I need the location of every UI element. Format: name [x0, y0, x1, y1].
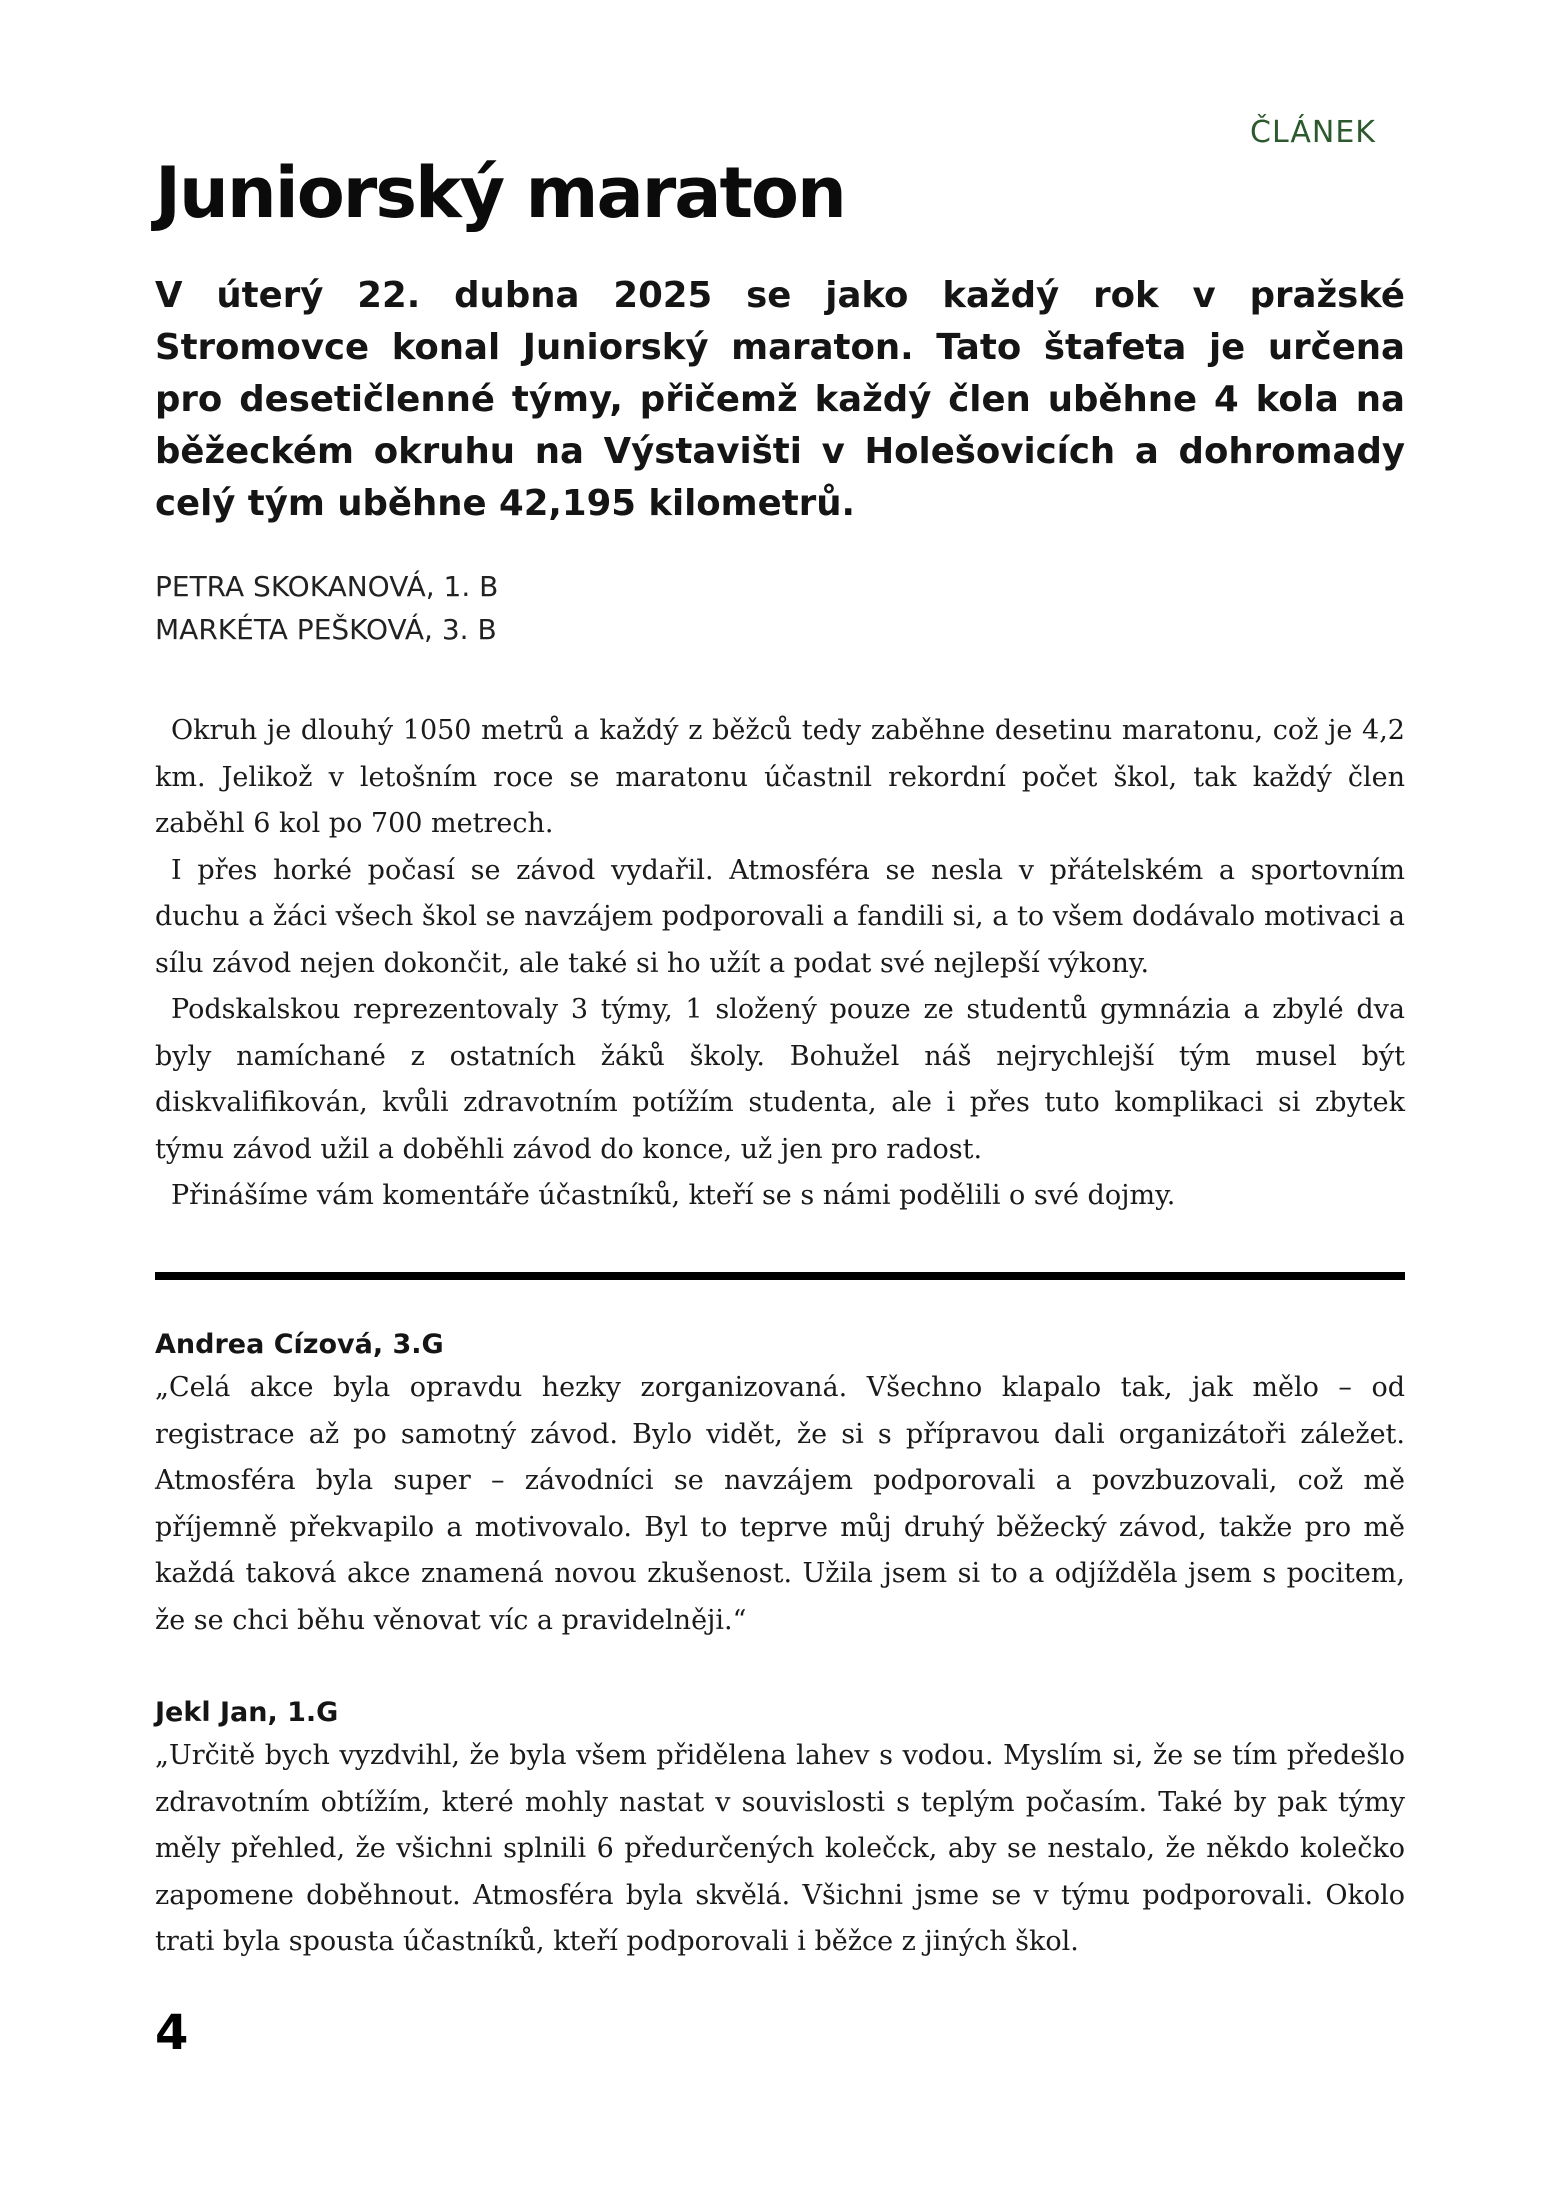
comment-author: Jekl Jan, 1.G — [155, 1697, 339, 1728]
page-number: 4 — [155, 2005, 189, 2061]
article-lead: V úterý 22. dubna 2025 se jako každý rok v pražské Stromovce konal Juniorský maraton. Tato štafeta je určena pro desetičlenné týmy, přičemž každý člen uběhne 4 kola na běžeckém okruhu na Výstavišti v Holešovicích a dohromady celý tým uběhne 42,195 kilometrů. — [155, 275, 1405, 524]
participant-comment — [155, 1325, 1405, 1644]
body-paragraph: I přes horké počasí se závod vydařil. Atmosféra se nesla v přátelském a sportovním duchu a žáci všech škol se navzájem podporovali a fandili si, a to všem dodávalo motivaci a sílu závod nejen dokončit, ale také si ho užít a podat své nejlepší výkony. — [155, 854, 1405, 979]
author-list — [155, 565, 498, 651]
comment-text: „Určitě bych vyzdvihl, že byla všem přidělena lahev s vodou. Myslím si, že se tím předešlo zdravotním obtížím, které mohly nastat v souvislosti s teplým počasím. Také by pak týmy měly přehled, že všichni splnili 6 předurčených kolečck, aby se nestalo, že někdo kolečko zapomene doběhnout. Atmosféra byla skvělá. Všichni jsme se v týmu podporovali. Okolo trati byla spousta účastníků, kteří podporovali i běžce z jiných škol. — [155, 1740, 1405, 1957]
article-title: Juniorský maraton — [155, 152, 845, 234]
body-paragraph: Podskalskou reprezentovaly 3 týmy, 1 složený pouze ze studentů gymnázia a zbylé dva byly namíchané z ostatních žáků školy. Bohužel náš nejrychlejší tým musel být diskvalifikován, kvůli zdravotním potížím studenta, ale i přes tuto komplikaci si zbytek týmu závod užil a doběhli závod do konce, už jen pro radost. — [155, 994, 1405, 1165]
body-paragraph: Přinášíme vám komentáře účastníků, kteří se s námi podělili o své dojmy. — [171, 1180, 1176, 1211]
body-paragraph: Okruh je dlouhý 1050 metrů a každý z běžců tedy zaběhne desetinu maratonu, což je 4,2 km. Jelikož v letošním roce se maratonu účastnil rekordní počet škol, tak každý člen zaběhl 6 kol po 700 metrech. — [155, 715, 1405, 839]
section-label: ČLÁNEK — [1250, 115, 1376, 150]
author-name: MARKÉTA PEŠKOVÁ, 3. B — [155, 613, 497, 646]
comment-text: „Celá akce byla opravdu hezky zorganizovaná. Všechno klapalo tak, jak mělo – od registrace až po samotný závod. Bylo vidět, že si s přípravou dali organizátoři záležet. Atmosféra byla super – závodníci se navzájem podporovali a povzbuzovali, což mě příjemně překvapilo a motivovalo. Byl to teprve můj druhý běžecký závod, takže pro mě každá taková akce znamená novou zkušenost. Užila jsem si to a odjížděla jsem s pocitem, že se chci běhu věnovat víc a pravidelněji.“ — [155, 1372, 1405, 1636]
comment-author: Andrea Cízová, 3.G — [155, 1329, 444, 1360]
participant-comment — [155, 1693, 1405, 1966]
author-name: PETRA SKOKANOVÁ, 1. B — [155, 570, 499, 603]
article-body — [155, 708, 1405, 1220]
section-divider — [155, 1272, 1405, 1280]
